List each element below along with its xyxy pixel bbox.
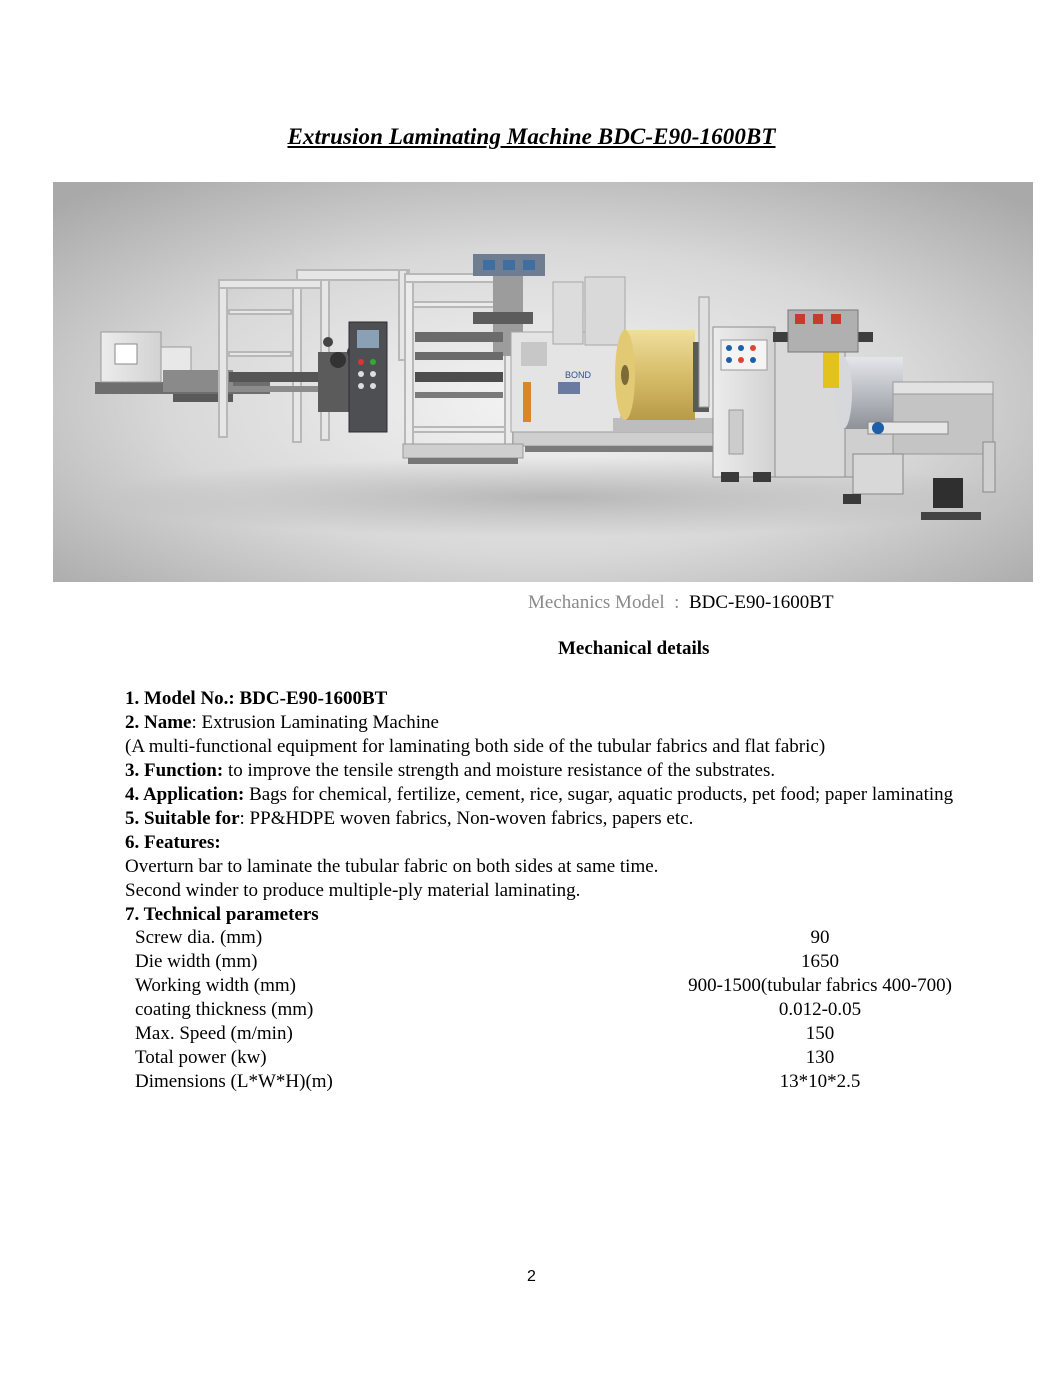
param-name: coating thickness (mm) [135,999,314,1020]
page-number: 2 [527,1268,536,1285]
feature-line: Overturn bar to laminate the tubular fabric on both sides at same time. [125,856,659,877]
param-value: 150 [805,1023,835,1044]
param-row [135,975,1005,999]
param-value: 13*10*2.5 [779,1071,861,1092]
param-name: Working width (mm) [135,975,297,996]
section-heading: Mechanical details [558,638,710,659]
param-name: Screw dia. (mm) [135,927,263,948]
item-suitable-label: 5. Suitable for [125,808,240,829]
param-name: Die width (mm) [135,951,258,972]
item-name-label: 2. Name [125,712,192,733]
photo-caption [528,592,834,614]
param-value: 900-1500(tubular fabrics 400-700) [688,975,952,996]
param-value: 130 [805,1047,835,1068]
item-model [125,687,387,711]
item-suitable-text: : PP&HDPE woven fabrics, Non-woven fabrics, papers etc. [239,808,694,829]
machine-photo [53,182,1033,582]
document-title: Extrusion Laminating Machine BDC-E90-1600BT [287,124,776,149]
item-name-note: (A multi-functional equipment for laminating both side of the tubular fabrics and flat fabric) [125,736,826,757]
param-name: Dimensions (L*W*H)(m) [135,1071,333,1092]
item-name-text: : Extrusion Laminating Machine [191,712,439,733]
param-row [135,951,1005,975]
param-row [135,927,1005,951]
item-technical-label: 7. Technical parameters [125,904,319,925]
param-value: 0.012-0.05 [778,999,862,1020]
item-function-text: to improve the tensile strength and moisture resistance of the substrates. [223,760,776,781]
param-value: 1650 [801,951,839,972]
item-technical [125,903,319,927]
item-name [125,711,439,735]
caption-label: Mechanics Model : [528,592,689,613]
item-application [125,783,953,807]
item-function-label: 3. Function: [125,760,224,781]
param-row [135,1047,1005,1071]
param-value: 90 [810,927,830,948]
caption-value: BDC-E90-1600BT [688,592,834,613]
item-application-label: 4. Application: [125,784,245,805]
item-features-label: 6. Features: [125,832,221,853]
photo-logo-text: BOND [565,370,592,380]
item-features [125,831,221,855]
param-row [135,1071,1005,1095]
item-function [125,759,775,783]
param-row [135,1023,1005,1047]
param-name: Total power (kw) [135,1047,267,1068]
item-suitable [125,807,693,831]
param-name: Max. Speed (m/min) [135,1023,293,1044]
feature-line: Second winder to produce multiple-ply material laminating. [125,880,581,901]
item-model-label: 1. Model No.: BDC-E90-1600BT [125,688,388,709]
param-row [135,999,1005,1023]
item-application-text: Bags for chemical, fertilize, cement, rice, sugar, aquatic products, pet food; paper laminating [244,784,954,805]
